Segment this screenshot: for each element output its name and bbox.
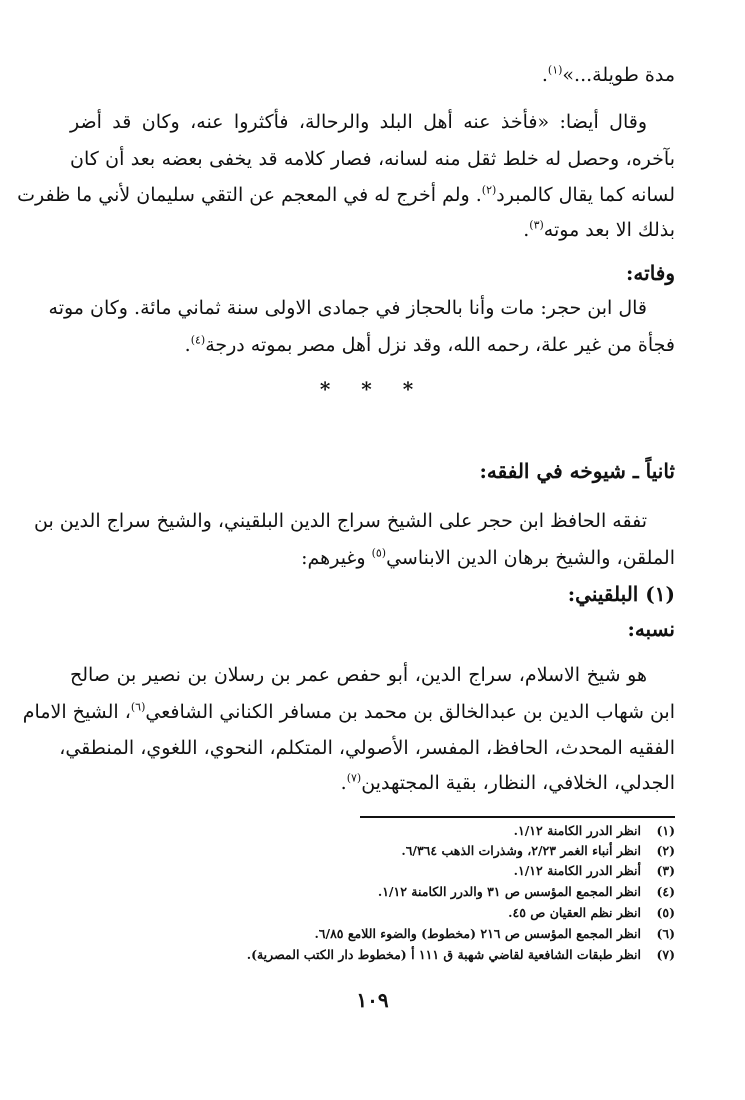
footnote-ref: (١) <box>547 63 563 77</box>
footnote-text: انظر أنباء الغمر ٢/٢٣، وشذرات الذهب ٦/٣٦٤. <box>401 843 641 858</box>
text-line: تفقه الحافظ ابن حجر على الشيخ سراج الدين البلقيني، والشيخ سراج الدين بن <box>34 510 647 532</box>
text-segment: الجدلي، الخلافي، النظار، بقية المجتهدين <box>361 772 675 794</box>
footnote <box>200 945 675 965</box>
footnote-ref: (٣) <box>529 218 544 232</box>
text-segment: لسانه كما يقال كالمبرد <box>496 184 675 206</box>
text-line <box>70 768 675 798</box>
footnote-ref: (٥) <box>371 546 387 560</box>
text-segment: مدة طويلة...» <box>562 64 675 86</box>
text-line <box>70 543 675 573</box>
footnote-text: انظر المجمع المؤسس ص ٢١٦ (مخطوط) والضوء اللامع ٦/٨٥. <box>314 926 641 941</box>
footnote <box>200 821 675 841</box>
footnote-number: (٢) <box>656 843 675 858</box>
text-line <box>70 330 675 360</box>
text-line: هو شيخ الاسلام، سراج الدين، أبو حفص عمر بن رسلان بن نصير بن صالح <box>70 664 647 686</box>
footnote-text: انظر نظم العقيان ص ٤٥. <box>508 905 641 920</box>
footnote-number: (٦) <box>656 926 675 941</box>
text-line <box>70 215 675 245</box>
text-segment: بذلك الا بعد موته <box>543 219 675 241</box>
text-line: الفقيه المحدث، الحافظ، المفسر، الأصولي، المتكلم، النحوي، اللغوي، المنطقي، <box>59 737 675 759</box>
footnote-number: (٥) <box>656 905 675 920</box>
footnote-number: (١) <box>656 823 675 838</box>
text-line <box>17 180 675 210</box>
text-segment: وغيرهم: <box>301 547 372 569</box>
lineage-heading: نسبه: <box>627 617 675 641</box>
footnote <box>200 903 675 923</box>
death-heading: وفاته: <box>626 261 675 285</box>
text-line <box>22 697 675 727</box>
footnote-text: انظر المجمع المؤسس ص ٣١ والدرر الكامنة ١/١٢. <box>377 884 641 899</box>
footnote <box>200 841 675 861</box>
footnote-number: (٤) <box>656 884 675 899</box>
footnote-ref: (٢) <box>481 183 497 197</box>
text-segment: . <box>541 64 548 86</box>
text-segment: ، الشيخ الامام <box>22 701 131 723</box>
text-segment: . ولم أخرج له في المعجم عن التقي سليمان لأني ما ظفرت <box>17 184 482 206</box>
text-segment: ابن شهاب الدين بن عبدالخالق بن محمد بن مسافر الكناني الشافعي <box>145 701 675 723</box>
text-segment: . <box>523 219 530 241</box>
footnote-divider <box>360 816 675 818</box>
text-line: وقال أيضا: «فأخذ عنه أهل البلد والرحالة، فأكثروا عنه، وكان قد أضر <box>70 111 647 133</box>
text-segment: . <box>340 772 347 794</box>
footnote <box>200 924 675 944</box>
text-segment: الملقن، والشيخ برهان الدين الابناسي <box>386 547 675 569</box>
text-line: قال ابن حجر: مات وأنا بالحجاز في جمادى الاولى سنة ثماني مائة. وكان موته <box>48 297 647 319</box>
footnote-text: انظر الدرر الكامنة ١/١٢. <box>513 823 641 838</box>
footnote <box>200 861 675 881</box>
section-heading: ثانياً ـ شيوخه في الفقه: <box>479 459 675 483</box>
footnote-text: أنظر الدرر الكامنة ١/١٢. <box>513 863 641 878</box>
footnote-ref: (٤) <box>190 333 206 347</box>
footnote-number: (٣) <box>656 863 675 878</box>
footnote <box>200 882 675 902</box>
section-separator: * * * <box>319 377 426 401</box>
text-line: بآخره، وحصل له خلط ثقل منه لسانه، فصار كلامه قد يخفى بعضه بعد أن كان <box>70 148 675 170</box>
footnote-ref: (٧) <box>346 771 362 785</box>
text-segment: فجأة من غير علة، رحمه الله، وقد نزل أهل مصر بموته درجة <box>205 334 675 356</box>
text-segment: . <box>184 334 191 356</box>
sub-heading: (١) البلقيني: <box>567 582 675 606</box>
text-line <box>70 60 675 90</box>
footnote-ref: (٦) <box>130 700 146 714</box>
footnote-text: انظر طبقات الشافعية لقاضي شهبة ق ١١١ أ (مخطوط دار الكتب المصرية). <box>246 947 641 962</box>
footnote-number: (٧) <box>656 947 675 962</box>
page-number: ١٠٩ <box>356 988 389 1012</box>
